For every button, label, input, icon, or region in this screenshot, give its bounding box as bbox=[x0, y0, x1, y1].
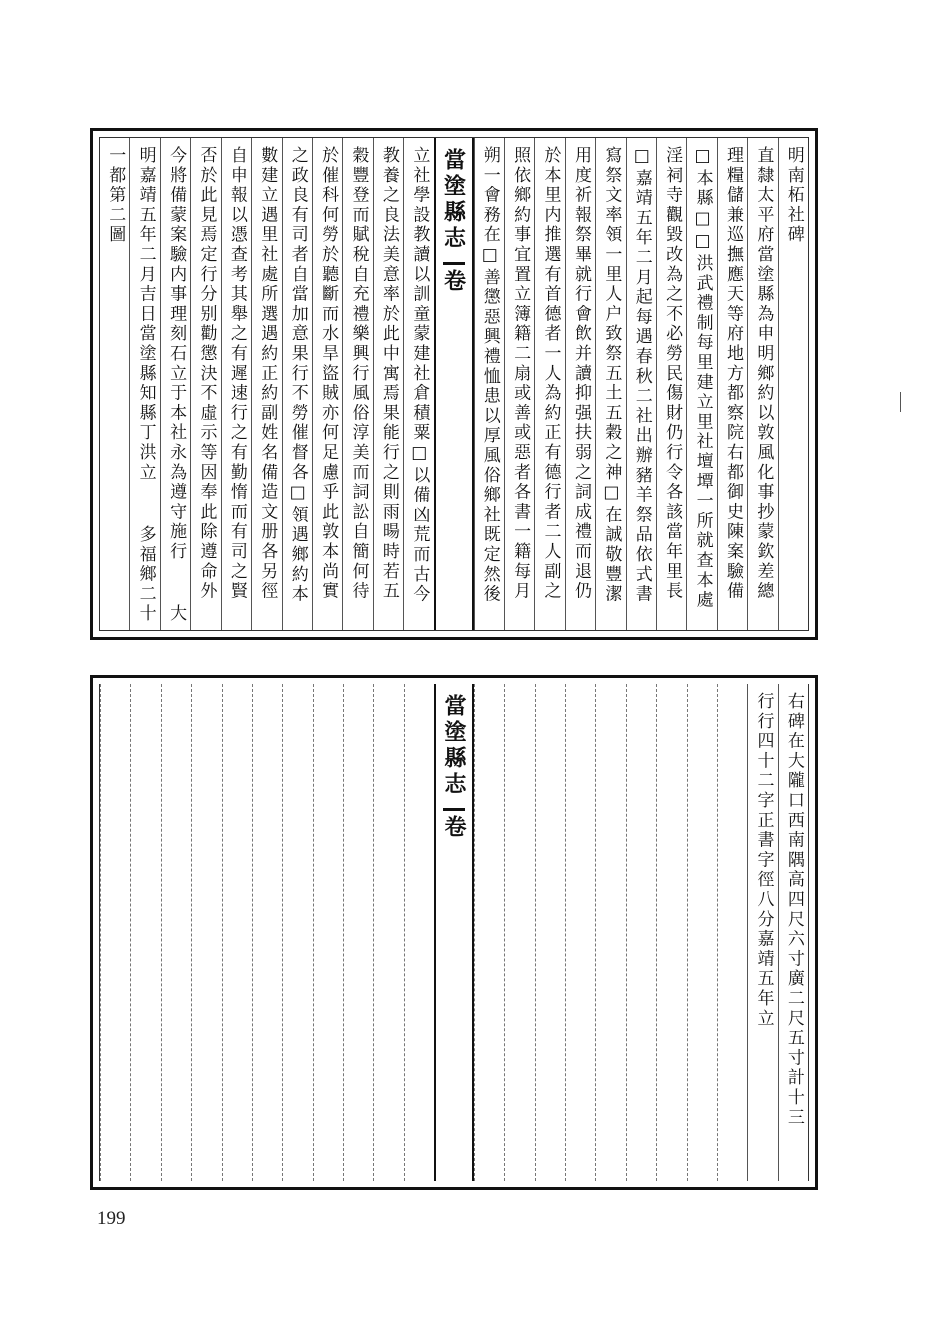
empty-column bbox=[717, 684, 747, 1181]
text-column: 否於此見焉定行分别勸懲決不虛示等因奉此除遵命外 bbox=[190, 138, 220, 630]
gutter-title: 當塗縣志 bbox=[441, 694, 468, 798]
text-column: 右碑在大隴口西南隅高四尺六寸廣二尺五寸計十三 bbox=[778, 684, 808, 1181]
text-column-main: 今將備蒙案驗内事理刻石立于本社永為遵守施行 bbox=[166, 146, 187, 562]
center-gutter bbox=[434, 138, 474, 630]
empty-column bbox=[373, 684, 403, 1181]
center-gutter bbox=[434, 684, 474, 1181]
bottom-text-columns bbox=[100, 684, 808, 1181]
bottom-page-frame bbox=[99, 684, 809, 1181]
text-column: 用度祈報祭畢就行會飲并讀抑强扶弱之詞成禮而退仍 bbox=[565, 138, 595, 630]
text-column: 寫祭文率領一里人户致祭五土五穀之神□在誠敬豐潔 bbox=[595, 138, 625, 630]
text-column: 自申報以憑查考其舉之有遲速行之有勤惰而有司之賢 bbox=[221, 138, 251, 630]
top-page-frame bbox=[99, 137, 809, 631]
empty-column bbox=[656, 684, 686, 1181]
empty-column bbox=[161, 684, 191, 1181]
text-column: □嘉靖五年二月起每遇春秋二社出辦豬羊祭品依式書 bbox=[626, 138, 656, 630]
page-number: 199 bbox=[97, 1208, 126, 1229]
empty-column bbox=[595, 684, 625, 1181]
empty-column bbox=[130, 684, 160, 1181]
text-column: □本縣□□洪武禮制每里建立里社壇墰一所就查本處 bbox=[686, 138, 716, 630]
empty-column bbox=[535, 684, 565, 1181]
empty-column bbox=[565, 684, 595, 1181]
gutter-title: 當塗縣志 bbox=[440, 148, 467, 252]
empty-column bbox=[626, 684, 656, 1181]
empty-column bbox=[282, 684, 312, 1181]
top-page-panel bbox=[90, 128, 818, 640]
empty-column bbox=[313, 684, 343, 1181]
empty-column bbox=[404, 684, 434, 1181]
text-column: 數建立遇里社處所選遇約正約副姓名備造文册各另徑 bbox=[251, 138, 281, 630]
text-column-note: 多福鄉二十 bbox=[135, 525, 156, 624]
text-column: 朔一會務在□善懲惡興禮恤患以厚風俗鄉社既定然後 bbox=[474, 138, 504, 630]
empty-column bbox=[504, 684, 534, 1181]
text-column: 之政良有司者自當加意果行不勞催督各□領遇鄉約本 bbox=[282, 138, 312, 630]
text-column: 理糧儲兼巡撫應天等府地方都察院右都御史陳案驗備 bbox=[717, 138, 747, 630]
text-column: 照依鄉約事宜置立簿籍二扇或善或惡者各書一籍每月 bbox=[504, 138, 534, 630]
text-column: 立社學設教讀以訓童蒙建社倉積粟□以備凶荒而古今 bbox=[403, 138, 433, 630]
top-text-columns bbox=[100, 138, 808, 630]
text-column-main: 明嘉靖五年二月吉日當塗縣知縣丁洪立 bbox=[135, 146, 156, 483]
text-column bbox=[160, 138, 190, 630]
bottom-page-panel bbox=[90, 675, 818, 1190]
empty-column bbox=[474, 684, 504, 1181]
empty-column bbox=[100, 684, 130, 1181]
text-column bbox=[129, 138, 159, 630]
empty-column bbox=[252, 684, 282, 1181]
empty-column bbox=[191, 684, 221, 1181]
text-column-note: 大 bbox=[166, 604, 187, 624]
gutter-juan: 卷 bbox=[443, 808, 465, 845]
text-column: 淫祠寺觀毀改為之不必勞民傷財仍行令各該當年里長 bbox=[656, 138, 686, 630]
text-column: 行行四十二字正書字徑八分嘉靖五年立 bbox=[747, 684, 777, 1181]
text-column: 穀豐登而賦稅自充禮樂興行風俗淳美而詞訟自簡何待 bbox=[342, 138, 372, 630]
empty-column bbox=[687, 684, 717, 1181]
text-column: 於催科何勞於聽斷而水旱盜賊亦何足慮乎此敦本尚實 bbox=[312, 138, 342, 630]
text-column: 直隸太平府當塗縣為申明鄉約以敦風化事抄蒙欽差總 bbox=[747, 138, 777, 630]
text-column: 明南柘社碑 bbox=[778, 138, 808, 630]
text-column: 教養之良法美意率於此中寓焉果能行之則雨暘時若五 bbox=[373, 138, 403, 630]
text-column: 一都第二圖 bbox=[105, 146, 126, 245]
text-column: 於本里内推選有首德者一人為約正有德行者二人副之 bbox=[534, 138, 564, 630]
empty-column bbox=[343, 684, 373, 1181]
empty-column bbox=[222, 684, 252, 1181]
margin-mark bbox=[900, 392, 901, 412]
gutter-juan: 卷 bbox=[443, 262, 465, 299]
